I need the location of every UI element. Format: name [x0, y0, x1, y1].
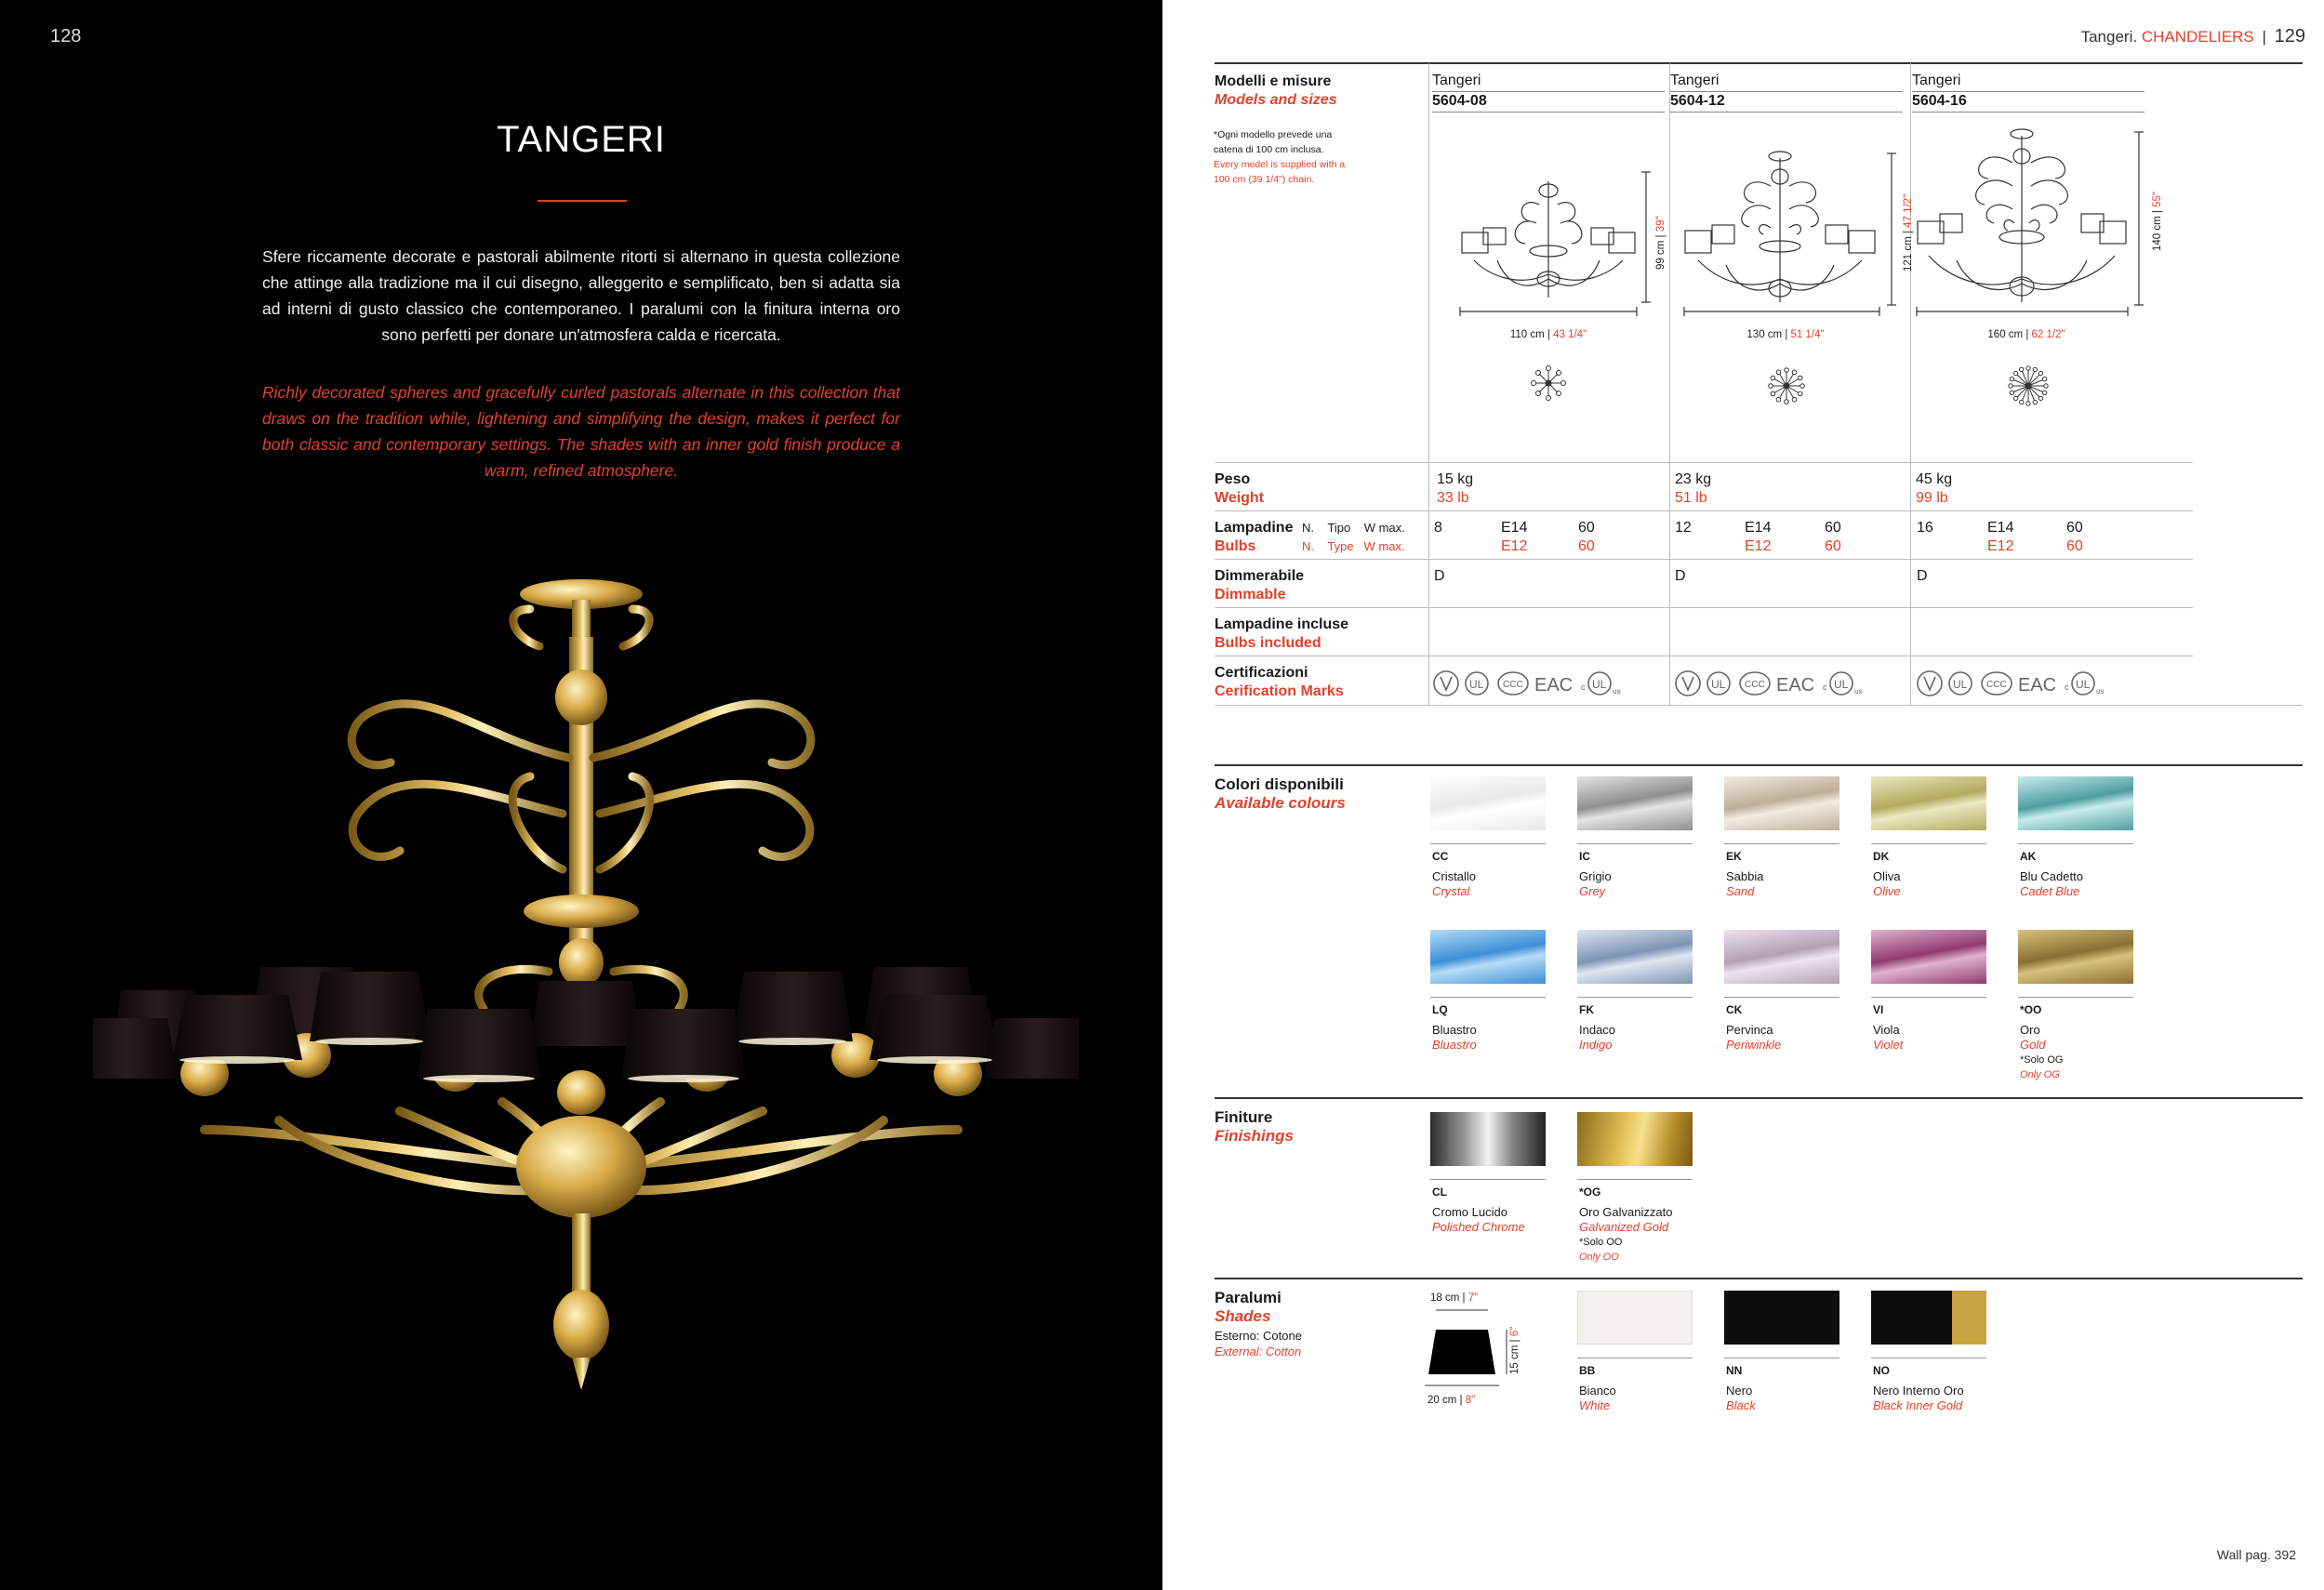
finishing-swatch: [1577, 1112, 1693, 1166]
colour-label: CK Pervinca Periwinkle: [1726, 1003, 1782, 1052]
weight-value: 45 kg 99 lb: [1916, 471, 1953, 506]
finishings-label: Finiture Finishings: [1215, 1108, 1294, 1145]
svg-text:UL: UL: [1469, 678, 1484, 691]
colour-label: *OO Oro Gold *Solo OG Only OG: [2020, 1003, 2064, 1080]
dimmable-value: D: [1434, 568, 1445, 584]
page-number-right: 129: [2274, 26, 2305, 46]
svg-text:CCC: CCC: [1745, 680, 1765, 690]
weight-value: 23 kg 51 lb: [1675, 471, 1712, 506]
colour-swatch: [2018, 930, 2133, 984]
column-divider: [1910, 63, 1911, 705]
colour-swatch: [2018, 776, 2133, 830]
svg-text:EAC: EAC: [2018, 675, 2057, 696]
svg-text:UL: UL: [1711, 678, 1726, 691]
model-drawing-5604-16: [1912, 121, 2145, 418]
chain-note-it: *Ogni modello prevede una catena di 100 cm inclusa.: [1214, 129, 1333, 155]
colour-label: LQ Bluastro Bluastro: [1432, 1003, 1477, 1052]
weight-value: 15 kg 33 lb: [1437, 471, 1474, 506]
bulbs-n: 16: [1917, 520, 1933, 536]
dimmable-label: Dimmerabile Dimmable: [1215, 568, 1305, 603]
colour-swatch: [1871, 930, 1986, 984]
bulbs-subheaders: N. Tipo W max. N. Type W max.: [1302, 521, 1405, 553]
bulbs-wmax: 60 60: [1825, 520, 1841, 554]
colour-label: DK Oliva Olive: [1873, 850, 1901, 898]
width-dimension: 110 cm | 43 1/4": [1509, 329, 1587, 340]
bulbs-included-label: Lampadine incluse Bulbs included: [1215, 616, 1349, 651]
model-name: Tangeri: [1670, 73, 1720, 88]
description-italian: Sfere riccamente decorate e pastorali abilmente ritorti si alternano in questa collezione che attinge alla tradizione ma il cui disegno, alleggerito e semplificato, ben si adatta sia ad interni di gusto classico che contemporaneo. I paralumi con la finitura interna oro sono perfetti per donare un'atmosfera calda e ricercata.: [262, 247, 900, 344]
svg-text:EAC: EAC: [1776, 675, 1815, 696]
models-label-it: Modelli e misure: [1215, 73, 1332, 89]
shade-label: BB Bianco White: [1579, 1364, 1616, 1412]
model-header: [1912, 71, 2145, 112]
header-collection: Tangeri.: [2080, 28, 2138, 46]
header-separator: |: [2262, 28, 2266, 46]
colour-swatch: [1577, 776, 1693, 830]
finishing-swatch: [1430, 1112, 1546, 1166]
description-english: Richly decorated spheres and gracefully curled pastorals alternate in this collection that draws on the tradition while, lightening and simplifying the design, makes it perfect for both classic and contemporary settings. The shades with an inner gold finish produce a warm, refined atmosphere.: [262, 383, 900, 480]
svg-text:UL: UL: [1834, 678, 1849, 691]
chain-note-en: Every model is supplied with a 100 cm (39 1/4") chain.: [1214, 159, 1346, 185]
model-drawing-5604-12: [1670, 139, 1903, 418]
svg-text:CCC: CCC: [1986, 680, 2007, 690]
shade-swatch: [1577, 1291, 1693, 1345]
shade-bottom-dimension: 20 cm | 8": [1428, 1395, 1476, 1406]
svg-text:UL: UL: [1592, 678, 1607, 691]
svg-text:UL: UL: [1953, 678, 1968, 691]
svg-text:c: c: [1581, 682, 1586, 692]
colour-label: VI Viola Violet: [1873, 1003, 1904, 1052]
footer-reference: Wall pag. 392: [2216, 1547, 2296, 1562]
right-page: [1162, 0, 2324, 1590]
glass-mark-icon: [1434, 671, 1458, 696]
models-label-en: Models and sizes: [1215, 92, 1337, 108]
colours-label: Colori disponibili Available colours: [1215, 775, 1346, 812]
model-name: Tangeri: [1432, 73, 1481, 88]
shades-label: Paralumi Shades Esterno: Cotone External: Cotton: [1215, 1289, 1302, 1358]
bulbs-wmax: 60 60: [2066, 520, 2083, 554]
height-dimension: 121 cm | 47 1/2": [1903, 193, 1914, 272]
colour-swatch: [1724, 776, 1839, 830]
colour-swatch: [1430, 930, 1546, 984]
colour-swatch: [1430, 776, 1546, 830]
shade-label: NO Nero Interno Oro Black Inner Gold: [1873, 1364, 1964, 1412]
colour-label: CC Cristallo Crystal: [1432, 850, 1476, 898]
svg-text:UL: UL: [2076, 678, 2091, 691]
colour-swatch: [1871, 776, 1986, 830]
cert-label: Certificazioni Cerification Marks: [1215, 665, 1344, 699]
collection-title: TANGERI: [497, 119, 666, 160]
dimmable-value: D: [1675, 568, 1686, 584]
svg-text:us: us: [1613, 687, 1621, 696]
model-drawing-5604-08: [1432, 139, 1665, 418]
model-header: [1432, 71, 1665, 112]
dimmable-value: D: [1917, 568, 1928, 584]
width-dimension: 160 cm | 62 1/2": [1987, 329, 2065, 340]
svg-text:c: c: [1823, 682, 1827, 692]
colour-label: EK Sabbia Sand: [1726, 850, 1764, 898]
model-code: 5604-08: [1432, 93, 1487, 109]
chandelier-photo: [93, 572, 1079, 1437]
model-code: 5604-16: [1912, 93, 1967, 109]
svg-text:us: us: [1854, 687, 1863, 696]
finishing-label: CL Cromo Lucido Polished Chrome: [1432, 1186, 1525, 1234]
bulbs-wmax: 60 60: [1578, 520, 1595, 554]
certification-marks: [1432, 668, 1646, 699]
running-header: [2081, 26, 2305, 47]
colour-swatch: [1724, 930, 1839, 984]
shade-height-dimension: 15 cm | 6": [1509, 1326, 1521, 1374]
model-code: 5604-12: [1670, 93, 1725, 109]
colour-swatch: [1577, 930, 1693, 984]
weight-label: Peso Weight: [1215, 471, 1265, 506]
height-dimension: 140 cm | 55": [2152, 192, 2163, 251]
svg-text:CCC: CCC: [1503, 680, 1523, 690]
bulbs-type: E14 E12: [1745, 520, 1772, 554]
height-dimension: 99 cm | 39": [1655, 216, 1667, 270]
title-rule: [538, 200, 627, 202]
chain-note: [1214, 127, 1353, 187]
finishing-label: *OG Oro Galvanizzato Galvanized Gold *Solo OO Only OO: [1579, 1186, 1673, 1263]
svg-text:c: c: [2065, 682, 2069, 692]
svg-text:us: us: [2096, 687, 2105, 696]
certification-marks: [1674, 668, 1888, 699]
colour-label: FK Indaco Indigo: [1579, 1003, 1616, 1052]
shade-swatch: [1871, 1291, 1986, 1345]
bulbs-type: E14 E12: [1501, 520, 1528, 554]
page-number-left: 128: [50, 26, 82, 46]
column-divider: [1428, 63, 1429, 705]
model-header: [1670, 71, 1903, 112]
bulbs-label: Lampadine Bulbs: [1215, 520, 1294, 554]
shade-top-dimension: 18 cm | 7": [1430, 1292, 1479, 1304]
colour-label: IC Grigio Grey: [1579, 850, 1612, 898]
shade-swatch: [1724, 1291, 1839, 1345]
bulbs-type: E14 E12: [1987, 520, 2014, 554]
table-top-rule: [1215, 62, 2303, 64]
header-category: CHANDELIERS: [2141, 28, 2254, 46]
shade-label: NN Nero Black: [1726, 1364, 1756, 1412]
models-label: [1215, 73, 1337, 110]
colour-label: AK Blu Cadetto Cadet Blue: [2020, 850, 2083, 898]
model-name: Tangeri: [1912, 73, 1961, 88]
bulbs-n: 8: [1434, 520, 1442, 536]
bulbs-n: 12: [1675, 520, 1692, 536]
width-dimension: 130 cm | 51 1/4": [1746, 329, 1825, 340]
certification-marks: [1916, 668, 2130, 699]
eac-mark-icon: EAC: [1534, 675, 1574, 696]
